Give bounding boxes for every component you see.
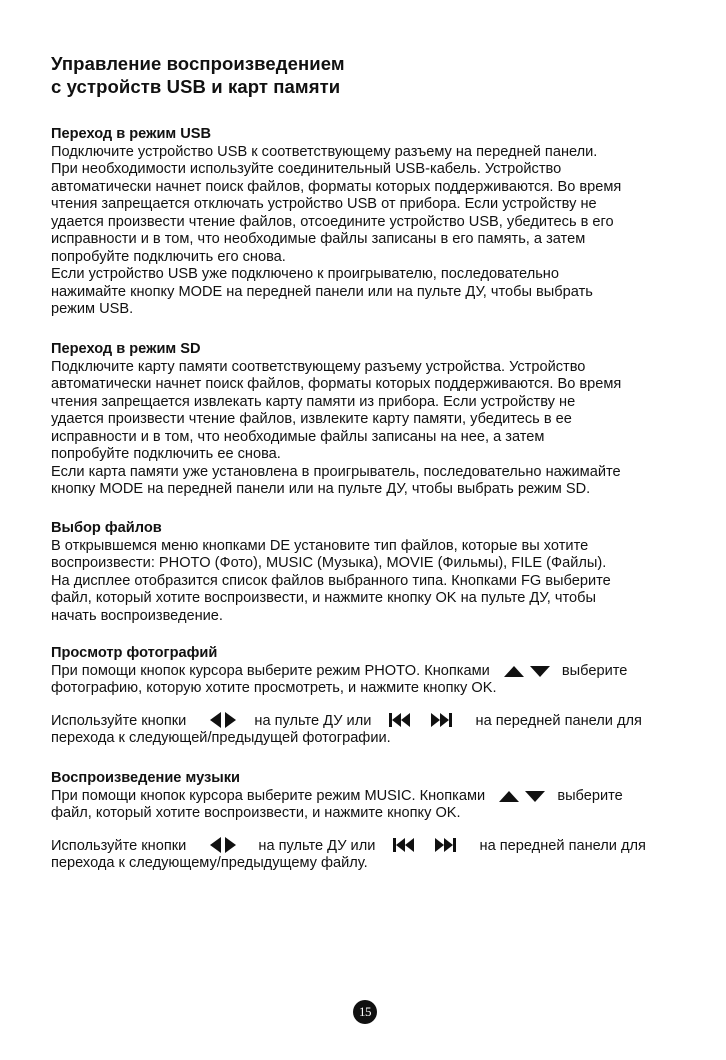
up-down-arrows-icon xyxy=(499,789,547,803)
paragraph-line: режим USB. xyxy=(51,301,134,317)
paragraph-line xyxy=(51,837,691,856)
paragraph-line: Если карта памяти уже установлена в проигрыватель, последовательно нажимайте xyxy=(51,463,621,480)
photo-line3-end: на передней панели для xyxy=(475,712,642,729)
paragraph-line: перехода к следующему/предыдущему файлу. xyxy=(51,855,368,871)
paragraph-line: исправности и в том, что необходимые файлы записаны в его память, а затем xyxy=(51,231,586,247)
section-files-heading: Выбор файлов xyxy=(51,520,162,536)
music-line3-text: Используйте кнопки xyxy=(51,837,187,854)
left-right-arrows-icon xyxy=(210,837,236,853)
section-usb xyxy=(51,126,691,319)
section-photo xyxy=(51,645,691,748)
music-line1-text: При помощи кнопок курсора выберите режим MUSIC. Кнопками xyxy=(51,787,486,804)
paragraph-line: В открывшемся меню кнопками DE установите тип файлов, которые вы хотите xyxy=(51,537,589,554)
paragraph-line xyxy=(51,712,691,731)
paragraph-line: чтения запрещается отключать устройство USB от прибора. Если устройству не xyxy=(51,196,597,212)
paragraph-line: попробуйте подключить его снова. xyxy=(51,248,286,265)
paragraph-line: При необходимости используйте соединительный USB-кабель. Устройство xyxy=(51,161,562,177)
prev-next-track-icon xyxy=(389,712,459,728)
paragraph-line: файл, который хотите воспроизвести, и нажмите кнопку OK на пульте ДУ, чтобы xyxy=(51,590,596,606)
page-title xyxy=(51,52,345,98)
section-file-selection xyxy=(51,520,691,625)
paragraph-line: нажимайте кнопку MODE на передней панели или на пульте ДУ, чтобы выбрать xyxy=(51,283,593,300)
paragraph-line: удается произвести чтение файлов, извлеките карту памяти, убедитесь в ее xyxy=(51,411,572,427)
up-down-arrows-icon xyxy=(504,664,552,678)
photo-line1-end: выберите xyxy=(561,662,628,679)
paragraph-line: Подключите карту памяти соответствующему разъему устройства. Устройство xyxy=(51,358,586,375)
section-usb-heading: Переход в режим USB xyxy=(51,126,212,142)
paragraph-line: Если устройство USB уже подключено к проигрывателю, последовательно xyxy=(51,266,559,282)
paragraph-line: файл, который хотите воспроизвести, и нажмите кнопку OK. xyxy=(51,805,461,821)
page-title-line-1: Управление воспроизведением xyxy=(51,53,345,74)
section-photo-heading: Просмотр фотографий xyxy=(51,645,218,661)
photo-line3-text: Используйте кнопки xyxy=(51,712,187,729)
photo-line3-mid: на пульте ДУ или xyxy=(254,712,372,729)
paragraph-line: На дисплее отобразится список файлов выбранного типа. Кнопками FG выберите xyxy=(51,572,611,589)
paragraph-line: перехода к следующей/предыдущей фотографии. xyxy=(51,730,391,746)
paragraph-line: попробуйте подключить ее снова. xyxy=(51,446,281,462)
paragraph-line xyxy=(51,663,691,681)
music-line1-end: выберите xyxy=(557,787,623,804)
paragraph-line: кнопку MODE на передней панели или на пульте ДУ, чтобы выбрать режим SD. xyxy=(51,481,591,497)
paragraph-line: Подключите устройство USB к соответствующему разъему на передней панели. xyxy=(51,143,598,160)
page-title-line-2: с устройств USB и карт памяти xyxy=(51,76,341,97)
paragraph-line: исправности и в том, что необходимые файлы записаны на нее, а затем xyxy=(51,428,545,445)
section-sd-heading: Переход в режим SD xyxy=(51,341,201,357)
paragraph-line: автоматически начнет поиск файлов, форматы которых поддерживаются. Во время xyxy=(51,178,622,195)
paragraph-line: фотографию, которую хотите просмотреть, и нажмите кнопку OK. xyxy=(51,680,497,696)
paragraph-line: автоматически начнет поиск файлов, форматы которых поддерживаются. Во время xyxy=(51,376,622,392)
music-line3-end: на передней панели для xyxy=(479,837,646,854)
paragraph-line: чтения запрещается извлекать карту памяти из прибора. Если устройству не xyxy=(51,393,576,410)
paragraph-line: начать воспроизведение. xyxy=(51,607,223,624)
photo-line1-text: При помощи кнопок курсора выберите режим PHOTO. Кнопками xyxy=(51,662,490,679)
section-music xyxy=(51,770,691,873)
music-line3-mid: на пульте ДУ или xyxy=(258,837,376,854)
paragraph-line: удается произвести чтение файлов, отсоедините устройство USB, убедитесь в его xyxy=(51,213,614,230)
page-number: 15 xyxy=(353,1000,377,1024)
paragraph-line: воспроизвести: PHOTO (Фото), MUSIC (Музыка), MOVIE (Фильмы), FILE (Файлы). xyxy=(51,555,607,571)
section-sd xyxy=(51,341,691,499)
left-right-arrows-icon xyxy=(210,712,236,728)
section-music-heading: Воспроизведение музыки xyxy=(51,770,240,786)
paragraph-line xyxy=(51,788,691,806)
prev-next-track-icon xyxy=(393,837,463,853)
